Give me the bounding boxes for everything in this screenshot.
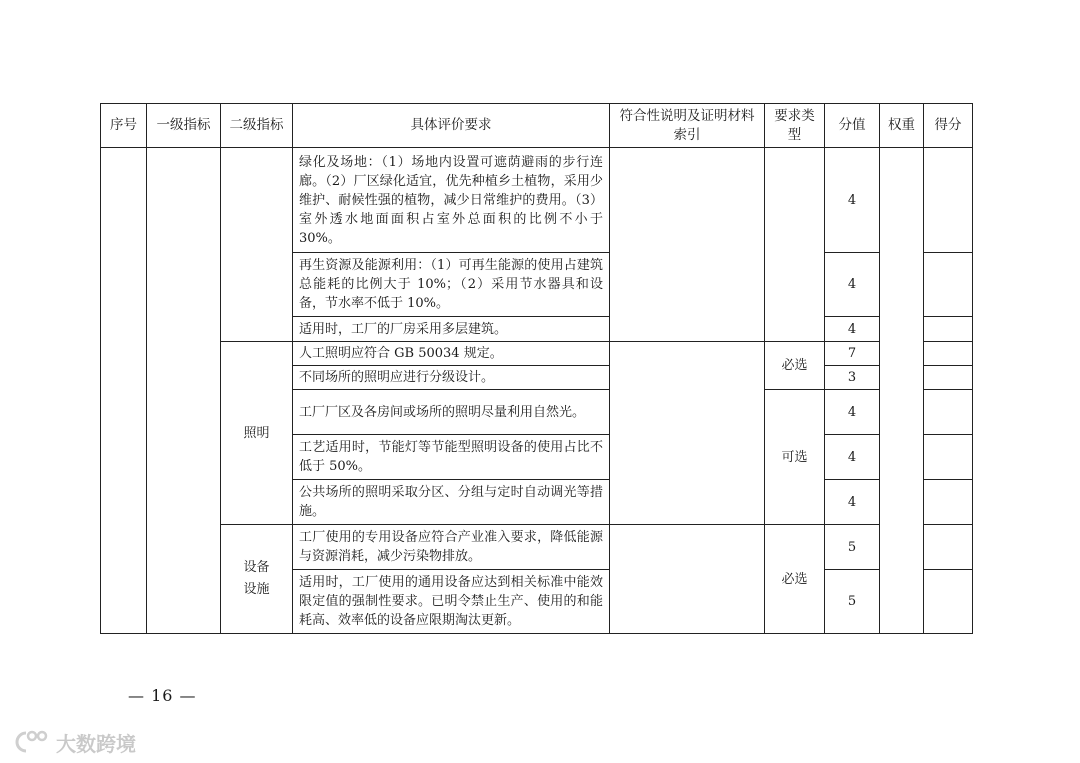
requirement-cell: 工厂厂区及各房间或场所的照明尽量利用自然光。	[293, 390, 610, 435]
weight-cell[interactable]	[880, 148, 924, 634]
header-row	[101, 104, 973, 148]
level2-lighting: 照明	[221, 342, 293, 525]
requirement-cell: 适用时，工厂使用的通用设备应达到相关标准中能效限定值的强制性要求。已明令禁止生产、使用的和能耗高、效率低的设备应限期淘汰更新。	[293, 570, 610, 634]
req-type-optional: 可选	[765, 390, 825, 525]
table-row	[101, 342, 973, 366]
score-cell: 5	[825, 570, 880, 634]
header-weight: 权重	[880, 104, 924, 148]
evidence-cell[interactable]	[610, 148, 765, 342]
level2-cell	[221, 148, 293, 342]
level2-equipment	[221, 525, 293, 634]
header-requirement: 具体评价要求	[293, 104, 610, 148]
page-number: — 16 —	[128, 686, 197, 705]
score-cell: 4	[825, 253, 880, 317]
header-level1: 一级指标	[147, 104, 221, 148]
header-score: 分值	[825, 104, 880, 148]
result-cell[interactable]	[924, 390, 973, 435]
requirement-cell: 工艺适用时，节能灯等节能型照明设备的使用占比不低于 50%。	[293, 435, 610, 480]
result-cell[interactable]	[924, 570, 973, 634]
header-seq: 序号	[101, 104, 147, 148]
score-cell: 5	[825, 525, 880, 570]
score-cell: 4	[825, 390, 880, 435]
seq-cell	[101, 148, 147, 634]
score-cell: 4	[825, 317, 880, 342]
header-result: 得分	[924, 104, 973, 148]
result-cell[interactable]	[924, 317, 973, 342]
header-req-type: 要求类型	[765, 104, 825, 148]
requirement-cell: 工厂使用的专用设备应符合产业准入要求，降低能源与资源消耗，减少污染物排放。	[293, 525, 610, 570]
header-level2: 二级指标	[221, 104, 293, 148]
req-type-mandatory: 必选	[765, 525, 825, 634]
result-cell[interactable]	[924, 480, 973, 525]
result-cell[interactable]	[924, 525, 973, 570]
evaluation-table	[100, 103, 973, 634]
score-cell: 3	[825, 366, 880, 390]
table-row	[101, 148, 973, 253]
watermark	[12, 727, 136, 757]
level1-cell	[147, 148, 221, 634]
requirement-cell: 绿化及场地：（1）场地内设置可遮荫避雨的步行连廊。（2）厂区绿化适宜，优先种植乡土植物，采用少维护、耐候性强的植物，减少日常维护的费用。（3）室外透水地面面积占室外总面积的比例不小于 30%。	[293, 148, 610, 253]
requirement-cell: 人工照明应符合 GB 50034 规定。	[293, 342, 610, 366]
requirement-cell: 再生资源及能源利用：（1）可再生能源的使用占建筑总能耗的比例大于 10%；（2）采用节水器具和设备，节水率不低于 10%。	[293, 253, 610, 317]
watermark-text: 大数跨境	[56, 731, 136, 756]
header-evidence: 符合性说明及证明材料索引	[610, 104, 765, 148]
score-cell: 7	[825, 342, 880, 366]
requirement-cell: 不同场所的照明应进行分级设计。	[293, 366, 610, 390]
requirement-cell: 公共场所的照明采取分区、分组与定时自动调光等措施。	[293, 480, 610, 525]
req-type-mandatory: 必选	[765, 342, 825, 390]
watermark-logo-icon	[12, 727, 52, 757]
evidence-cell[interactable]	[610, 525, 765, 634]
score-cell: 4	[825, 435, 880, 480]
result-cell[interactable]	[924, 253, 973, 317]
requirement-cell: 适用时，工厂的厂房采用多层建筑。	[293, 317, 610, 342]
evidence-cell[interactable]	[610, 342, 765, 525]
result-cell[interactable]	[924, 148, 973, 253]
table-row	[101, 525, 973, 570]
level2-equipment-label: 设备设施	[243, 560, 270, 597]
score-cell: 4	[825, 148, 880, 253]
result-cell[interactable]	[924, 366, 973, 390]
req-type-cell	[765, 148, 825, 342]
score-cell: 4	[825, 480, 880, 525]
result-cell[interactable]	[924, 435, 973, 480]
result-cell[interactable]	[924, 342, 973, 366]
